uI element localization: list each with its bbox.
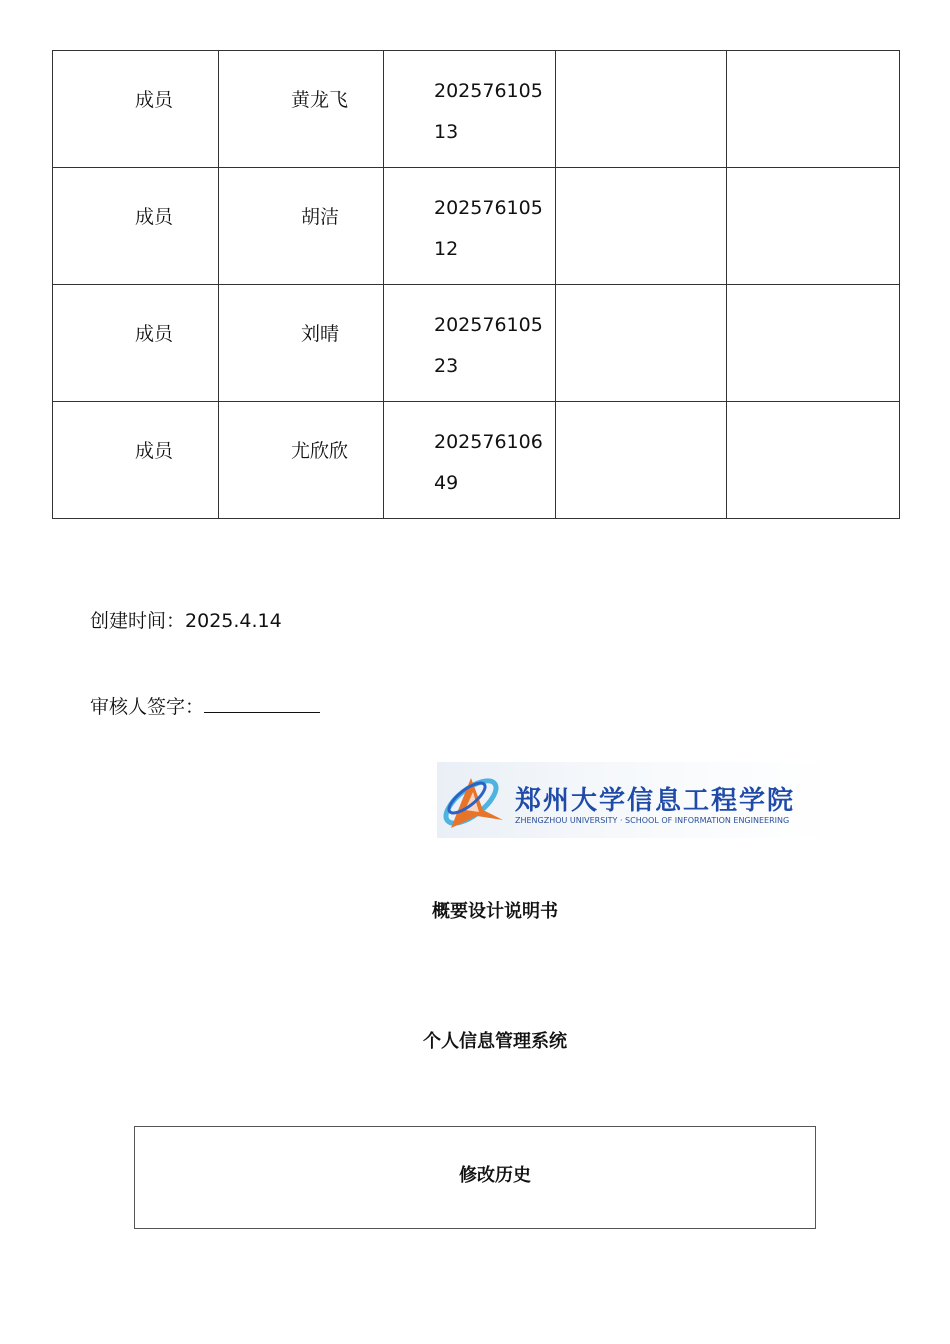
empty-cell [727,168,900,285]
student-id-cell [384,402,556,519]
revision-history-heading: 修改历史 [459,1165,531,1186]
student-id-cell [384,168,556,285]
school-name-cn: 郑州大学信息工程学院 [515,786,796,816]
empty-cell [556,402,727,519]
system-name: 个人信息管理系统 [423,1031,567,1052]
empty-cell [556,285,727,402]
role-cell [53,51,219,168]
student-id: 20257610512 [434,197,543,260]
name-cell [219,402,384,519]
member-name: 胡洁 [301,206,340,228]
role-text: 成员 [135,440,174,462]
created-time-value: 2025.4.14 [185,610,282,632]
empty-cell [727,285,900,402]
school-emblem-icon [437,762,513,838]
role-text: 成员 [135,89,174,111]
revision-history-box [134,1126,816,1229]
student-id-cell [384,51,556,168]
student-id-cell [384,285,556,402]
reviewer-signature-line [90,692,320,719]
empty-cell [556,168,727,285]
role-cell [53,285,219,402]
role-text: 成员 [135,323,174,345]
empty-cell [556,51,727,168]
document-title: 概要设计说明书 [432,901,558,922]
table-row [53,285,900,402]
created-time-label: 创建时间： [90,610,186,632]
member-table [52,50,900,519]
student-id: 20257610523 [434,314,543,377]
table-row [53,402,900,519]
empty-cell [727,402,900,519]
signature-blank [204,694,320,713]
member-name: 刘晴 [301,323,340,345]
school-logo [437,762,833,838]
empty-cell [727,51,900,168]
role-cell [53,168,219,285]
school-name-en: ZHENGZHOU UNIVERSITY · SCHOOL OF INFORMATION ENGINEERING [515,816,790,825]
student-id: 20257610649 [434,431,543,494]
table-row [53,51,900,168]
role-cell [53,402,219,519]
role-text: 成员 [135,206,174,228]
name-cell [219,168,384,285]
student-id: 20257610513 [434,80,543,143]
table-row [53,168,900,285]
reviewer-signature-label: 审核人签字： [90,696,205,718]
member-name: 黄龙飞 [291,89,349,111]
name-cell [219,285,384,402]
member-name: 尤欣欣 [291,440,349,462]
created-time-line [90,606,282,633]
name-cell [219,51,384,168]
